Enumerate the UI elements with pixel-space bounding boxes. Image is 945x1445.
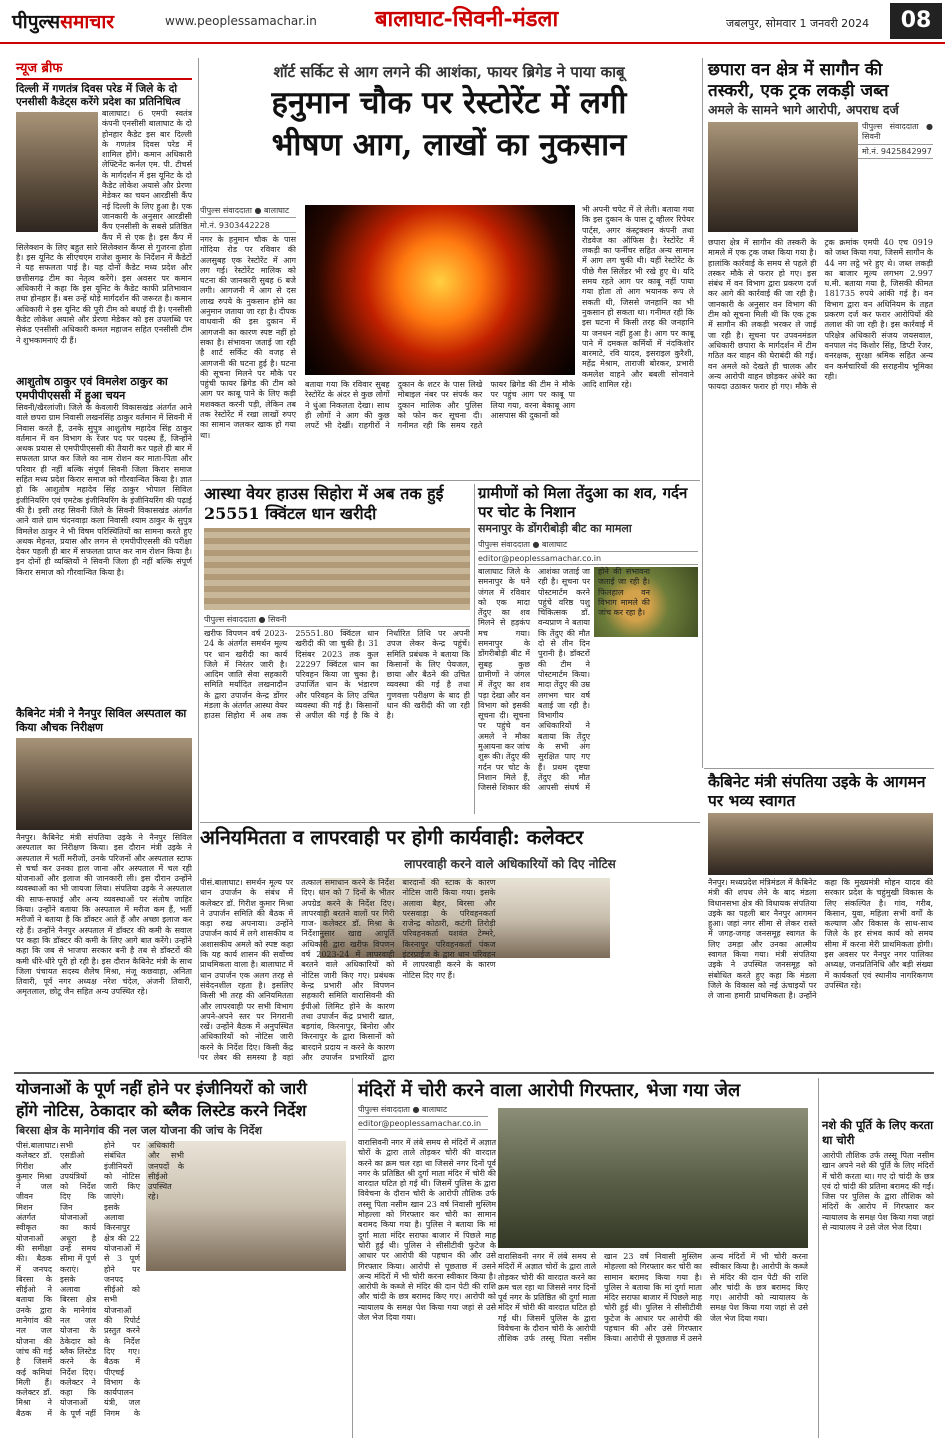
minister-welcome-photo bbox=[708, 813, 933, 875]
temple-body: वारासिवनी नगर में लंबे समय से मंदिरों में अज्ञात चोरों के द्वारा ताले तोड़कर चोरी की वारदात करने का क्रम चल रहा था जिससे नगर दिनों पूर्व नगर के प्रतिष्ठित श्री दुर्गा माता मंदिर में चोरी की वारदात घटित हो गई थी। जिसमें पुलिस के द्वारा विवेचना के दौरान चोरी के आरोपी तौशिक उर्फ तस्सू पिता नसीम खान 23 वर्ष निवासी मुस्लिम मोहल्ला को गिरफ्तार कर चोरी का सामान बरामद किया गया है। पुलिस ने बताया कि मां दुर्गा माता मंदिर सराफा बाजार में पिछले माह चोरी हुई थी। पुलिस ने सीसीटीवी फुटेज के आधार पर आरोपी की पहचान की और उसे गिरफ्तार किया। आरोपी से पूछताछ में उसने अन्य मंदिरों में भी चोरी करना स्वीकार किया है। आरोपी के कब्जे से मंदिर की दान पेटी की राशि और चांदी के छत्र बरामद किए गए। आरोपी को न्यायालय के समक्ष पेश किया गया जहां से उसे जेल भेज दिया गया। bbox=[358, 1138, 496, 1323]
brief-1-body: बालाघाट। 6 एमपी स्वतंत्र कंपनी एनसीसी बालाघाट के दो होनहार कैडेट इस बार दिल्ली के गणतंत्र दिवस परेड में शामिल होंगे। कमान अधिकारी लेफ्टिनेंट कर्नल एम. पी. टीचर्स के मार्गदर्शन में इस यूनिट के दो कैडेट लोकेश अयासे और प्रेरणा मेडेकर का चयन आरडीसी कैंप नई दिल्ली के लिए हुआ है। एक जानकारी के अनुसार आरडीसी कैंप एनसीसी के सबसे प्रतिष्ठित कैंप में से एक है। इस कैंप में सिलेक्शन के लिए बहुत सारे सिलेक्शन कैंप्स से गुजरना होता है। इस यूनिट के सीएचएम राजेश कुमार के निर्देशन में कैडेटों ने यह सफलता पाई है। यह दोनों कैडेट मध्य प्रदेश और छत्तीसगढ़ टीम का नेतृत्व करेंगे। इस अवसर पर कमान अधिकारी ने कहा कि इस यूनिट के कैडेट काफी प्रतिभावान तथा होनहार हैं। बस उन्हें थोड़े मार्गदर्शन की जरूरत है। कमान अधिकारी ने इस यूनिट की पूरी टीम को बधाई दी है। एनसीसी कैडेट लोकेश अयासे और प्रेरणा मेडेकर को इस उपलब्धि पर सेकंड एनसीसी अधिकारी कमल महाजन सहित एनसीसी टीम ने शुभकामनाएं दी हैं। bbox=[16, 109, 192, 345]
news-brief-column bbox=[16, 58, 192, 1058]
masthead bbox=[0, 0, 945, 44]
lead-left-col bbox=[200, 205, 296, 475]
lead-kicker: शॉर्ट सर्किट से आग लगने की आशंका, फायर ब्रिगेड ने पाया काबू bbox=[273, 63, 625, 81]
minister-body: नैनपुर। मध्यप्रदेश मंत्रिमंडल में कैबिनेट मंत्री की शपथ लेने के बाद मंडला विधानसभा क्षेत्र की विधायक संपतिया उइके का पहली बार नैनपुर आगमन हुआ। जहां नगर सीमा से लेकर रास्ते में जगह-जगह जनसमूह स्वागत के लिए उमड़ा और उनका आत्मीय स्वागत किया गया। मंत्री संपतिया उइके ने उपस्थित जनसमूह को संबोधित करते हुए कहा कि मंडला जिले के विकास को नई ऊंचाइयों पर ले जाना हमारी प्राथमिकता है। उन्होंने कहा कि मुख्यमंत्री मोहन यादव की सरकार प्रदेश के चहुंमुखी विकास के लिए संकल्पित है। गांव, गरीब, किसान, युवा, महिला सभी वर्गों के कल्याण और विकास के साथ-साथ जिले के हर संभव कार्य को समय सीमा में करना मेरी प्राथमिकता होगी। इस अवसर पर नैनपुर नगर पालिका अध्यक्ष, जनप्रतिनिधि और बड़ी संख्या में कार्यकर्ता एवं स्थानीय नागरिकगण उपस्थित रहे। bbox=[708, 878, 933, 1001]
divider bbox=[200, 822, 700, 823]
water-headline-line-1: योजनाओं के पूर्ण नहीं होने पर इंजीनियरों को जारी bbox=[16, 1079, 307, 1098]
side-body: आरोपी तौशिक उर्फ तस्सू पिता नसीम खान अपने नशे की पूर्ति के लिए मंदिरों में चोरी करता था। गए दो चांदी के छत्र एवं दो चांदी की प्रतिमा बरामद की गईं। जिस पर पुलिस के द्वारा तौशिक को मंदिरों के आरोप में गिरफ्तार कर न्यायालय के समक्ष पेश किया गया जहां से न्यायालय ने उसे जेल भेज दिया। bbox=[822, 1151, 934, 1233]
leopard-email[interactable]: editor@peoplessamachar.co.in bbox=[478, 554, 698, 565]
teak-body: छपारा क्षेत्र में सागौन की तस्करी के मामले में एक ट्रक जब्त किया गया है। हालांकि कार्रवाई के समय से पहले ही तस्कर मौके से फरार हो गए। इस संबंध में वन विभाग द्वारा प्रकरण दर्ज कर आगे की कार्रवाई की जा रही है। जानकारी के अनुसार वन विभाग की टीम को सूचना मिली थी कि एक ट्रक में सागौन की लकड़ी भरकर ले जाई जा रही है। सूचना पर उपवनमंडल अधिकारी छपारा के मार्गदर्शन में टीम गठित कर वाहन की घेराबंदी की गई। वन अमले को देखते ही चालक और अन्य आरोपी वाहन छोड़कर अंधेरे का फायदा उठाकर फरार हो गए। मौके से ट्रक क्रमांक एमपी 40 एच 0919 को जब्त किया गया, जिसमें सागौन के 44 नग लट्ठे भरे हुए थे। जब्त लकड़ी का बाजार मूल्य लगभग 2.997 घ.मी. बताया गया है, जिसकी कीमत 181735 रुपये आंकी गई है। वन विभाग द्वारा वन अधिनियम के तहत प्रकरण दर्ज कर फरार आरोपियों की तलाश की जा रही है। इस कार्रवाई में परिक्षेत्र अधिकारी संजय जयसवाल, वनपाल नंद किशोर सिंह, डिप्टी रेंजर, वनरक्षक, सुरक्षा श्रमिक सहित अन्य वन कर्मचारियों की सराहनीय भूमिका रही। bbox=[708, 238, 933, 392]
divider bbox=[702, 58, 703, 768]
leopard-body: बालाघाट जिले के समनापुर के घने जंगल में रविवार को एक मादा तेंदुए का शव मिलने से हड़कंप मच गया। समनापुर के डोंगरीबोड़ी बीट में सुबह कुछ ग्रामीणों ने जंगल में तेंदुए का शव पड़ा देखा और वन विभाग को इसकी सूचना दी। सूचना पर पहुंचे वन अमले ने मौका मुआयना कर जांच शुरू की। तेंदुए की गर्दन पर चोट के निशान मिले हैं, जिससे शिकार की आशंका जताई जा रही है। सूचना पर पोस्टमार्टम करने पहुंचे वरिष्ठ पशु चिकित्सक डॉ. वन्यप्राण ने बताया कि तेंदुए की मौत दो से तीन दिन पुरानी है। डॉक्टरों की टीम ने पोस्टमार्टम किया। मादा तेंदुए की उम्र लगभग चार वर्ष बताई जा रही है। विभागीय अधिकारियों ने बताया कि तेंदुए के सभी अंग सुरक्षित पाए गए हैं। प्रथम दृष्टया तेंदुए की मौत आपसी संघर्ष में bbox=[478, 567, 590, 793]
cadets-photo bbox=[16, 112, 98, 232]
divider bbox=[200, 480, 700, 481]
collector-body: पीसं.बालाघाट। समर्थन मूल्य पर धान उपार्जन के संबंध में कलेक्टर डॉ. गिरीश कुमार मिश्रा ने उपार्जन समिति की बैठक में कड़ा रुख अपनाया। उन्होंने उपार्जन कार्य में लगे शासकीय व अशासकीय अमले को स्पष्ट कहा कि यह कार्य शासन की सर्वोच्च प्राथमिकता वाला है। बालाघाट में धान उपार्जन एक अलग तरह से संवेदनशील रहता है। इसलिए किसी भी तरह की अनियमितता और लापरवाही पर सभी विभाग अपने-अपने स्तर पर निगरानी रखें। उन्होंने बैठक में अनुपस्थित अधिकारियों को नोटिस जारी करने के निर्देश दिए। किसी केंद्र पर लेबर की समस्या है वहां तत्काल समाधान करने के निर्देश दिए। धान को 7 दिनों के भीतर अपग्रेड करने के निर्देश दिए। लापरवाही बरतने वालों पर गिरी गाज- कलेक्टर डॉ. मिश्रा के निर्देशानुसार खाद्य आपूर्ति अधिकारी द्वारा खरीफ विपणन वर्ष 2023-24 में लापरवाही बरतने वाले अधिकारियों को नोटिस जारी किए गए। प्रबंधक केन्द्र प्रभारी और विपणन सहकारी समिति वारासिवनी की ईपीओ लिमिट होने के कारण तथा उपार्जन केंद्र प्रभारी खात, बड़गांव, किरनापुर, बिनोरा और किरनापुर के द्वारा किसानों को बारदाने प्रदाय न करने के कारण और उपार्जन प्रभारियों द्वारा बारदानों की स्टाक के कारण नोटिस जारी किया गया। इसके अलावा बैहर, बिरसा और परसवाड़ा के परिवहनकर्ता राजेन्द्र कोठारी, कटंगी तिरोड़ी परिवहनकर्ता यशवंत टेम्भरे, किरनापुर परिवहनकर्ता पंकज इंटरप्राईज के द्वारा धान परिवहन में लापरवाही करने के कारण नोटिस दिए गए हैं। bbox=[200, 878, 496, 1063]
brief-1-headline: दिल्ली में गणतंत्र दिवस परेड में जिले के दो एनसीसी कैडेट्स करेंगे प्रदेश का प्रतिनिधित्व bbox=[16, 83, 181, 108]
warehouse-body: खरीफ विपणन वर्ष 2023-24 के अंतर्गत समर्थन मूल्य पर धान खरीदी का कार्य जिले में निरंतर जारी है। आदिम जाति सेवा सहकारी समिति मर्यादित लखनादौन के द्वारा उपार्जन केन्द्र डोंगर मंडला के अंतर्गत आस्था वेयर हाउस सिहोरा में अब तक 25551.80 क्विंटल धान खरीदी की जा चुकी है। 31 दिसंबर 2023 तक कुल 22297 क्विंटल धान का परिवहन किया जा चुका है। उपार्जित धान के भंडारण और परिवहन के लिए उचित व्यवस्था की गई है। किसानों से अपील की गई है कि वे निर्धारित तिथि पर अपनी उपज लेकर केन्द्र पहुंचें। समिति प्रबंधक ने बताया कि किसानों के लिए पेयजल, छाया और बैठने की उचित व्यवस्था की गई है तथा गुणवत्ता परीक्षण के बाद ही धान की खरीदी की जा रही है। bbox=[204, 629, 470, 721]
lead-phone: मो.नं. 9303442228 bbox=[200, 220, 296, 233]
temple-body-continued: वारासिवनी नगर में लंबे समय से मंदिरों में अज्ञात चोरों के द्वारा ताले तोड़कर चोरी की वारदात करने का क्रम चल रहा था जिससे नगर दिनों पूर्व नगर के प्रतिष्ठित श्री दुर्गा माता मंदिर में चोरी की वारदात घटित हो गई थी। जिसमें पुलिस के द्वारा विवेचना के दौरान चोरी के आरोपी तौशिक उर्फ तस्सू पिता नसीम खान 23 वर्ष निवासी मुस्लिम मोहल्ला को गिरफ्तार कर चोरी का सामान बरामद किया गया है। पुलिस ने बताया कि मां दुर्गा माता मंदिर सराफा बाजार में पिछले माह चोरी हुई थी। पुलिस ने सीसीटीवी फुटेज के आधार पर आरोपी की पहचान की और उसे गिरफ्तार किया। आरोपी से पूछताछ में उसने अन्य मंदिरों में भी चोरी करना स्वीकार किया है। आरोपी के कब्जे से मंदिर की दान पेटी की राशि और चांदी के छत्र बरामद किए गए। आरोपी को न्यायालय के समक्ष पेश किया गया जहां से उसे जेल भेज दिया गया। bbox=[498, 1252, 808, 1344]
brief-2-body: सिवनी/खैरलांजी। जिले के केवलारी विकासखंड अंतर्गत आने वाले छपरा ग्राम निवासी लखनसिंह ठाकुर वर्तमान में सिवनी में निवास करते हैं, उनके सुपुत्र आशुतोष महादेव सिंह ठाकुर वर्तमान में वन विभाग के रेंजर पद पर पदस्थ हैं, जिन्होंने अथक प्रयास से एमपीपीएससी की तैयारी कर पहले ही बार में सफलता प्राप्त कर जिले का नाम रोशन कर माता-पिता और परिवार ही नहीं बल्कि संपूर्ण सिवनी जिला किरार समाज सहित मध्य प्रदेश किरार समाज को गौरवान्वित किया है। ज्ञात हो कि आशुतोष महादेव सिंह ठाकुर भोपाल सिविल इंजीनियरिंग एवं एमटेक इंजीनियरिंग के इंजीनियरिंग की पढ़ाई की है। इसी तरह सिवनी जिले के सिवनी विकासखंड अंतर्गत आने वाले ग्राम चंदनवाड़ा कला निवासी श्याम ठाकुर के सुपुत्र विमलेश ठाकुर ने भी विषम परिस्थितियों का सामना करते हुए अथक मेहनत, प्रयास और लगन से एमपीपीएससी की परीक्षा देकर पहली ही बार में सफलता प्राप्त कर नाम रोशन किया है। इन दोनों ही व्यक्तियों ने सिवनी जिला ही नहीं बल्कि संपूर्ण किरार समाज को गौरवान्वित किया है। bbox=[16, 403, 192, 577]
lead-byline: पीपुल्स संवाददाता ● बालाघाट bbox=[200, 205, 296, 218]
teak-byline: पीपुल्स संवाददाता ● सिवनी bbox=[708, 122, 933, 145]
region-title: बालाघाट-सिवनी-मंडला bbox=[375, 6, 559, 32]
lead-body-left: नगर के हनुमान चौक के पास गोंदिया रोड पर रविवार की अलसुबह एक रेस्टोरेंट में आग लग गई। रेस्टोरेंट मालिक को घटना की जानकारी सुबह 6 बजे लगी। आगजनी में आग से दस लाख रुपये के नुकसान होने का अनुमान जताया जा रहा है। दीपक वाधवानी की इस दुकान में आगजनी का कारण स्पष्ट नहीं हो सका है। संभावना जताई जा रही है शार्ट सर्किट की वजह से आगजनी की घटना हुई है। घटना की सूचना मिलने पर मौके पर पहुंची फायर ब्रिगेड की टीम को आग पर काबू पाने के लिए कड़ी मशक्कत करनी पड़ी, लेकिन तब तक रेस्टोरेंट में रखा लाखों रुपए का सामान जलकर खाक हो गया था। bbox=[200, 235, 296, 440]
fire-photo bbox=[305, 205, 575, 375]
section-rule bbox=[14, 1072, 934, 1074]
lead-caption-body: बताया गया कि रविवार सुबह रेस्टोरेंट के अंदर से कुछ लोगों ने धुंआ निकलता देखा। साथ ही लोगों ने आग की कुछ लपटें भी देखीं। राहगीरों ने दुकान के शटर के पास लिखे मोबाइल नंबर पर संपर्क कर दुकान मालिक और पुलिस को फोन कर सूचना दी। गनीमत रही कि समय रहते फायर ब्रिगेड की टीम ने मौके पर पहुंच आग पर काबू पा लिया गया, वरना बेकाबू आग आसपास की दुकानों को bbox=[305, 380, 575, 431]
news-brief-tag: न्यूज ब्रीफ bbox=[16, 61, 63, 76]
rule bbox=[16, 78, 192, 80]
collector-subhead-box bbox=[320, 856, 700, 874]
brand-part-b: समाचार bbox=[60, 11, 115, 33]
collector-subhead: लापरवाही करने वाले अधिकारियों को दिए नोटिस bbox=[404, 857, 616, 871]
teak-subhead: अमले के सामने भागे आरोपी, अपराध दर्ज bbox=[708, 102, 899, 117]
page-number: 08 bbox=[890, 3, 942, 39]
brief-3-body: नैनपुर। कैबिनेट मंत्री संपतिया उइके ने नैनपुर सिविल अस्पताल का निरीक्षण किया। इस दौरान मंत्री उइके ने अस्पताल में भर्ती मरीजों, उनके परिजनों और अस्पताल स्टाफ से चर्चा कर उनका हाल जाना और अस्पताल में चल रही योजनाओं और इलाज की जानकारी ली। इस दौरान उन्होंने व्यवस्थाओं का भी जायजा लिया। संपतिया उइके ने अस्पताल की साफ-सफाई और अन्य व्यवस्थाओं पर संतोष जाहिर किया। उन्होंने बताया कि अस्पताल में मरीज कम हैं, भर्ती मरीजों ने बताया है कि डॉक्टर आते हैं और अच्छा इलाज कर रहे हैं। उन्होंने नैनपुर अस्पताल में डॉक्टर की कमी के सवाल पर कहा कि डॉक्टर की कमी के लिए आगे बात करेंगे। उन्होंने कहा कि जब से भाजपा सरकार बनी है तब से डॉक्टरों की कमी धीरे-धीरे पूरी हो रही है। इस दौरान कैबिनेट मंत्री के साथ जिला पंचायत सदस्य शैलेष मिश्रा, मंजू कछवाहा, अनिता तिवारी, पूर्व नगर अध्यक्ष नरेश चंदेल, अंजनी तिवारी, अमृतलाल, छोटू जैन सहित अन्य उपस्थित रहे। bbox=[16, 833, 192, 997]
side-headline: नशे की पूर्ति के लिए करता था चोरी bbox=[822, 1118, 934, 1147]
divider bbox=[198, 58, 199, 1058]
leopard-subhead: समनापुर के डोंगरीबोड़ी बीट का मामला bbox=[478, 522, 632, 535]
minister-headline: कैबिनेट मंत्री संपतिया उइके के आगमन पर भव्य स्वागत bbox=[708, 772, 926, 810]
lead-body-right: भी अपनी चपेट में ले लेती। बताया गया कि इस दुकान के पास टू व्हीलर रिपेयर पार्ट्स, अगर कंस्ट्रक्शन कंपनी तथा रोडवेज का ऑफिस है। रेस्टोरेंट में लकड़ी का फर्नीचर सहित अन्य सामान में आग लग चुकी थी। यहीं रेस्टोरेंट के पीछे गैस सिलेंडर भी रखे हुए थे। यदि समय रहते आग पर काबू नहीं पाया गया होता तो आग भयानक रूप ले सकती थी, जिससे जनहानि का भी नुकसान हो सकता था। गनीमत रही कि इस घटना में किसी तरह की जनहानि या जनधन नहीं हुआ है। आग पर काबू पाने में दमकल कर्मियों में नंदकिशोर बारमाटे, रवि यादव, इसराइल कुरैशी, महेंद्र मेश्राम, ताराजी बोरकर, प्रभारी कमलेश वाहने और बबली सोनवाने आदि शामिल रहे। bbox=[582, 205, 694, 390]
divider bbox=[704, 768, 934, 769]
teak-story bbox=[708, 60, 933, 755]
temple-headline: मंदिरों में चोरी करने वाला आरोपी गिरफ्तार, भेजा गया जेल bbox=[358, 1080, 741, 1101]
brief-3-headline: कैबिनेट मंत्री ने नैनपुर सिविल अस्पताल का किया औचक निरीक्षण bbox=[16, 707, 187, 734]
water-subhead: बिरसा क्षेत्र के मानेगांव की नल जल योजना की जांच के निर्देश bbox=[16, 1124, 262, 1137]
brief-2-headline: आशुतोष ठाकुर एवं विमलेश ठाकुर का एमपीपीएससी में हुआ चयन bbox=[16, 375, 168, 402]
teak-phone: मो.नं. 9425842997 bbox=[708, 147, 933, 159]
warehouse-byline: पीपुल्स संवाददाता ● सिवनी bbox=[204, 614, 470, 627]
website-url[interactable]: www.peoplessamachar.in bbox=[165, 14, 317, 28]
brand-logo bbox=[12, 8, 114, 34]
water-body: पीसं.बालाघाट। कलेक्टर डॉ. गिरीश कुमार मिश्रा ने जल जीवन मिशन अंतर्गत स्वीकृत योजनाओं की समीक्षा की। बैठक में जनपद बिरसा के सीईओ ने बताया कि उनके द्वारा मानेगांव की नल जल योजना की जांच की गई है जिसमें कई कमियां मिली हैं। कलेक्टर डॉ. मिश्रा ने बैठक में सभी एसडीओ और उपयंत्रियों को निर्देश दिए कि जिन योजनाओं का कार्य अधूरा है उन्हें समय सीमा में पूर्ण कराएं। इसके अलावा बिरसा क्षेत्र के मानेगांव नल जल योजना के ठेकेदार को ब्लैक लिस्टेड करने के निर्देश दिए। कलेक्टर ने कहा कि योजनाओं के पूर्ण नहीं होने पर संबंधित इंजीनियरों को नोटिस जारी किए जाएंगे। इसके अलावा किरनापुर क्षेत्र की 22 योजनाओं में से 3 पूर्ण होने पर जनपद सीईओ को सभी योजनाओं की रिपोर्ट प्रस्तुत करने के निर्देश दिए गए। बैठक में पीएचई विभाग के कार्यपालन यंत्री, जल निगम के bbox=[16, 1141, 140, 1418]
brand-part-a: पीपुल्स bbox=[12, 11, 61, 33]
date-line: जबलपुर, सोमवार 1 जनवरी 2024 bbox=[726, 17, 870, 30]
leopard-story bbox=[478, 484, 698, 818]
divider bbox=[818, 1078, 819, 1438]
police-photo bbox=[498, 1108, 808, 1248]
temple-byline: पीपुल्स संवाददाता ● बालाघाट bbox=[358, 1104, 488, 1117]
divider bbox=[474, 484, 475, 814]
water-headline-line-2: होंगे नोटिस, ठेकादार को ब्लैक लिस्टेड करने निर्देश bbox=[16, 1101, 307, 1120]
temple-body-lower bbox=[498, 1252, 808, 1438]
theft-side-box bbox=[822, 1118, 934, 1438]
lead-headline-line-1: हनुमान चौक पर रेस्टोरेंट में लगी bbox=[271, 85, 627, 121]
leopard-headline: ग्रामीणों को मिला तेंदुआ का शव, गर्दन पर चोट के निशान bbox=[478, 484, 688, 521]
minister-story bbox=[708, 772, 933, 1066]
water-scheme-story bbox=[16, 1078, 346, 1438]
temple-email[interactable]: editor@peoplessamachar.co.in bbox=[358, 1119, 488, 1130]
teak-seizure-photo bbox=[708, 122, 858, 232]
hospital-photo bbox=[16, 738, 192, 830]
warehouse-headline: आस्था वेयर हाउस सिहोरा में अब तक हुई 25551 क्विंटल धान खरीदी bbox=[204, 484, 444, 523]
leopard-byline: पीपुल्स संवाददाता ● बालाघाट bbox=[478, 539, 698, 552]
warehouse-story bbox=[204, 484, 470, 818]
grain-sacks-photo bbox=[204, 528, 470, 610]
teak-headline: छपारा वन क्षेत्र में सागौन की तस्करी, एक ट्रक लकड़ी जब्त bbox=[708, 60, 889, 101]
collector-headline: अनियमितता व लापरवाही पर होगी कार्यवाही: कलेक्टर bbox=[200, 826, 584, 849]
lead-headline-line-2: भीषण आग, लाखों का नुकसान bbox=[271, 127, 627, 163]
divider bbox=[352, 1078, 353, 1438]
